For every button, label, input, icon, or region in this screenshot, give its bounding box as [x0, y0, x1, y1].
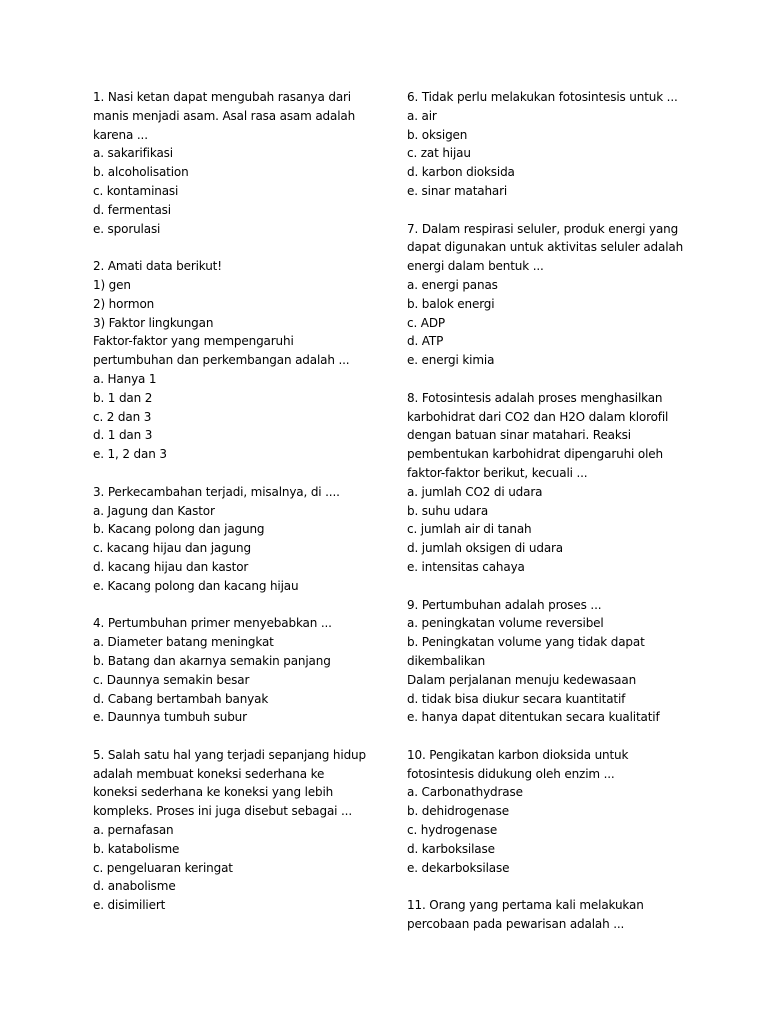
question-line: d. Cabang bertambah banyak [93, 691, 269, 706]
question-line: 2) hormon [93, 296, 155, 311]
question-line: c. jumlah air di tanah [407, 522, 532, 537]
question-block [93, 746, 365, 915]
question-line: c. zat hijau [407, 146, 471, 161]
question-line: a. peningkatan volume reversibel [407, 616, 604, 631]
question-line: a. Diameter batang meningkat [93, 635, 274, 650]
question-line: a. pernafasan [93, 823, 174, 838]
left-column [93, 88, 365, 934]
question-line: d. karbon dioksida [407, 165, 515, 180]
question-line: c. kontaminasi [93, 183, 179, 198]
question-block [93, 257, 365, 464]
question-line: b. suhu udara [407, 503, 489, 518]
question-line: c. ADP [407, 315, 446, 330]
question-block [93, 614, 365, 727]
question-line: e. 1, 2 dan 3 [93, 447, 167, 462]
question-block [407, 220, 687, 370]
question-line: c. Daunnya semakin besar [93, 672, 250, 687]
question-line: c. hydrogenase [407, 823, 498, 838]
question-line: e. Daunnya tumbuh subur [93, 710, 247, 725]
question-line: e. energi kimia [407, 353, 495, 368]
question-line: dapat digunakan untuk aktivitas seluler adalah [407, 240, 684, 255]
question-block [407, 88, 687, 201]
question-line: d. kacang hijau dan kastor [93, 559, 249, 574]
question-text: 7. Dalam respirasi seluler, produk energi yang [407, 221, 679, 236]
question-line: a. air [407, 108, 437, 123]
question-line: e. dekarboksilase [407, 860, 510, 875]
question-line: kompleks. Proses ini juga disebut sebagai ... [93, 804, 353, 819]
question-line: d. fermentasi [93, 202, 171, 217]
question-line: a. Hanya 1 [93, 371, 157, 386]
question-line: a. energi panas [407, 277, 498, 292]
question-line: Faktor-faktor yang mempengaruhi [93, 334, 294, 349]
question-line: c. 2 dan 3 [93, 409, 152, 424]
question-line: b. dehidrogenase [407, 804, 510, 819]
question-line: pembentukan karbohidrat dipengaruhi oleh [407, 447, 663, 462]
question-line: d. 1 dan 3 [93, 428, 153, 443]
question-text: 6. Tidak perlu melakukan fotosintesis untuk ... [407, 90, 678, 104]
question-line: a. Jagung dan Kastor [93, 503, 215, 518]
question-line: energi dalam bentuk ... [407, 259, 544, 274]
question-block [407, 746, 687, 878]
question-line: b. katabolisme [93, 841, 180, 856]
question-line: e. disimiliert [93, 898, 166, 913]
question-line: e. sporulasi [93, 221, 161, 236]
question-line: dikembalikan [407, 653, 486, 668]
question-text: 9. Pertumbuhan adalah proses ... [407, 597, 602, 612]
question-line: b. 1 dan 2 [93, 390, 153, 405]
question-line: a. sakarifikasi [93, 146, 173, 161]
question-line: a. jumlah CO2 di udara [407, 484, 543, 499]
question-line: d. tidak bisa diukur secara kuantitatif [407, 691, 626, 706]
question-line: fotosintesis didukung oleh enzim ... [407, 766, 615, 781]
question-block [407, 389, 687, 577]
question-line: b. Batang dan akarnya semakin panjang [93, 653, 331, 668]
question-text: 8. Fotosintesis adalah proses menghasilkan [407, 390, 663, 405]
question-line: manis menjadi asam. Asal rasa asam adalah [93, 108, 356, 123]
question-line: d. ATP [407, 334, 444, 349]
question-line: 1) gen [93, 277, 131, 292]
question-block [93, 483, 365, 596]
question-text: 4. Pertumbuhan primer menyebabkan ... [93, 616, 332, 631]
question-line: d. anabolisme [93, 879, 176, 894]
question-line: b. Peningkatan volume yang tidak dapat [407, 635, 645, 650]
question-text: 2. Amati data berikut! [93, 259, 222, 274]
question-line: d. jumlah oksigen di udara [407, 541, 564, 556]
question-line: dengan batuan sinar matahari. Reaksi [407, 428, 631, 443]
question-line: b. balok energi [407, 296, 495, 311]
question-block [407, 596, 687, 728]
question-line: b. Kacang polong dan jagung [93, 522, 265, 537]
question-text: 3. Perkecambahan terjadi, misalnya, di .... [93, 484, 340, 499]
question-line: percobaan pada pewarisan adalah ... [407, 917, 625, 932]
question-line: pertumbuhan dan perkembangan adalah ... [93, 353, 350, 368]
question-line: e. Kacang polong dan kacang hijau [93, 578, 299, 593]
question-text: 1. Nasi ketan dapat mengubah rasanya dari [93, 90, 351, 104]
question-line: e. hanya dapat ditentukan secara kualitatif [407, 710, 660, 725]
question-line: 3) Faktor lingkungan [93, 315, 214, 330]
question-line: e. sinar matahari [407, 183, 508, 198]
question-line: e. intensitas cahaya [407, 559, 525, 574]
question-line: d. karboksilase [407, 841, 495, 856]
question-text: 11. Orang yang pertama kali melakukan [407, 898, 644, 913]
question-line: koneksi sederhana ke koneksi yang lebih [93, 785, 334, 800]
question-line: c. pengeluaran keringat [93, 860, 233, 875]
question-line: karbohidrat dari CO2 dan H2O dalam klorofil [407, 409, 669, 424]
question-line: a. Carbonathydrase [407, 785, 523, 800]
right-column [407, 88, 687, 953]
question-line: karena ... [93, 127, 148, 142]
question-line: b. oksigen [407, 127, 468, 142]
question-text: 5. Salah satu hal yang terjadi sepanjang hidup [93, 747, 366, 762]
question-block [93, 88, 365, 238]
question-line: Dalam perjalanan menuju kedewasaan [407, 672, 637, 687]
question-line: b. alcoholisation [93, 165, 189, 180]
question-block [407, 896, 687, 934]
question-text: 10. Pengikatan karbon dioksida untuk [407, 747, 629, 762]
question-line: adalah membuat koneksi sederhana ke [93, 766, 325, 781]
question-line: faktor-faktor berikut, kecuali ... [407, 465, 588, 480]
question-line: c. kacang hijau dan jagung [93, 541, 251, 556]
